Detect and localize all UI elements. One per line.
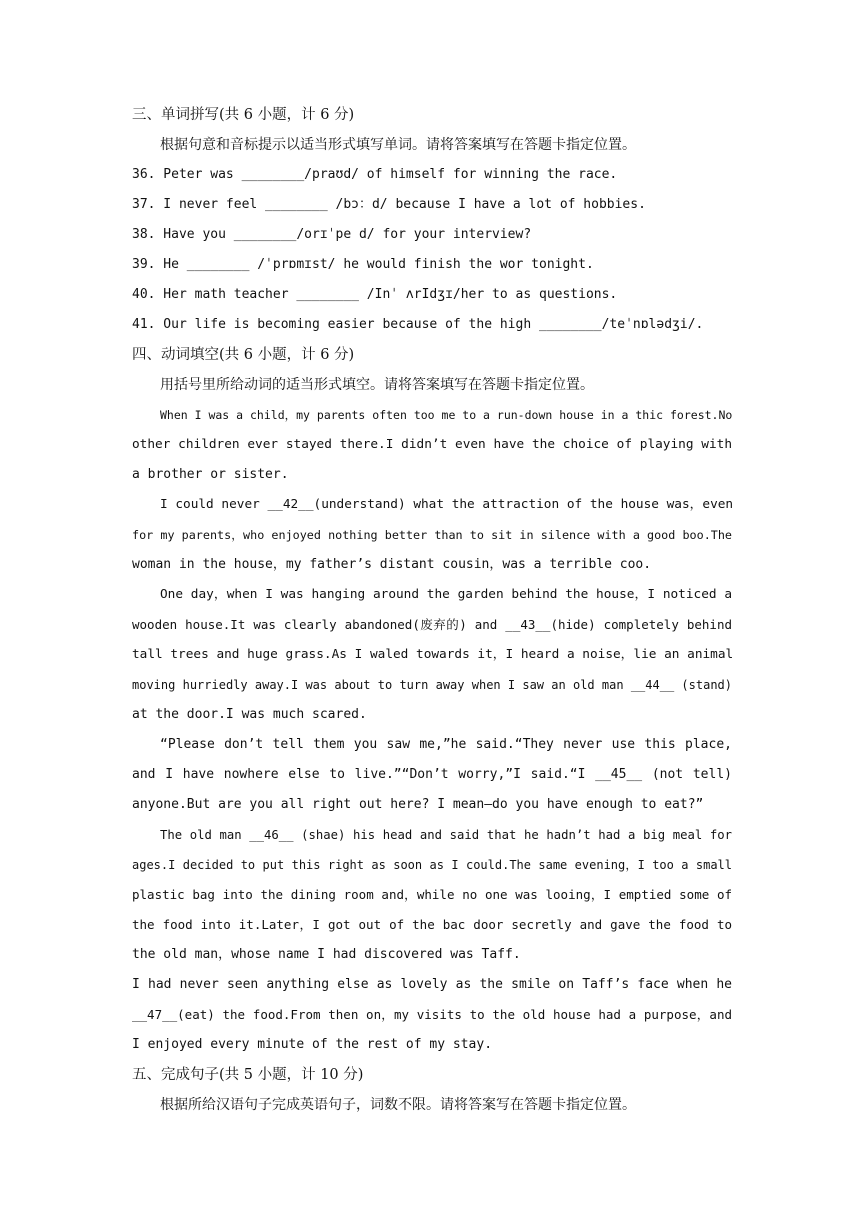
question-37: 37. I never feel ________ /bɔ：d/ because I have a lot of hobbies. [132,197,646,212]
exam-text [132,100,732,1120]
question-41: 41. Our life is becoming easier because of the high ________/teˈnɒlədʒi/. [132,317,704,332]
passage-line: moving hurriedly away.I was about to turn away when I saw an old man __44__ (stand) [132,678,732,692]
section4-instruction: 用括号里所给动词的适当形式填空。请将答案填写在答题卡指定位置。 [160,377,594,393]
passage-line: ages.I decided to put this right as soon as I could.The same evening，I too a small [132,858,732,872]
passage-line: at the door.I was much scared. [132,707,367,722]
section3-title: 三、单词拼写(共 6 小题，计 6 分) [132,107,355,123]
passage-line: “Please don’t tell them you saw me,”he said.“They never use this place, [160,737,732,752]
passage-line: I could never __42__(understand) what the attraction of the house was，even [160,497,734,512]
passage-line: for my parents，who enjoyed nothing better than to sit in silence with a good boo.The [132,528,732,542]
section5-instruction: 根据所给汉语句子完成英语句子，词数不限。请将答案写在答题卡指定位置。 [160,1097,636,1113]
passage-line: I enjoyed every minute of the rest of my stay. [132,1037,493,1052]
passage-line: anyone.But are you all right out here? I mean—do you have enough to eat?” [132,797,704,812]
passage-line: One day，when I was hanging around the garden behind the house，I noticed a [160,587,732,602]
passage-line: a brother or sister. [132,467,289,482]
question-39: 39. He ________ /ˈprɒmɪst/ he would finish the wor tonight. [132,257,594,272]
passage-line: the food into it.Later，I got out of the bac door secretly and gave the food to [132,917,732,932]
question-36: 36. Peter was ________/praʊd/ of himself for winning the race. [132,167,618,182]
section5-title: 五、完成句子(共 5 小题，计 10 分) [132,1067,364,1083]
passage-line: the old man，whose name I had discovered was Taff. [132,947,521,962]
section4-title: 四、动词填空(共 6 小题，计 6 分) [132,347,355,363]
passage-line: When I was a child，my parents often too me to a run-down house in a thic forest.No [160,408,733,422]
passage-line: plastic bag into the dining room and，while no one was looing，I emptied some of [132,887,732,902]
passage-line: and I have nowhere else to live.”“Don’t worry,”I said.“I __45__ (not tell) [132,767,732,782]
passage-line: The old man __46__ (shae) his head and said that he hadn’t had a big meal for [160,828,732,842]
question-38: 38. Have you ________/orɪˈpe d/ for your interview? [132,227,532,242]
question-40: 40. Her math teacher ________ /Inˈ ʌrIdʒɪ/her to as questions. [132,287,618,302]
passage-line: I had never seen anything else as lovely as the smile on Taff’s face when he [132,977,732,992]
passage-line: other children ever stayed there.I didn’t even have the choice of playing with [132,437,732,452]
passage-line: __47__(eat) the food.From then on，my visits to the old house had a purpose，and [132,1007,732,1022]
passage-line: wooden house.It was clearly abandoned(废弃的) and __43__(hide) completely behind [132,617,732,632]
passage-line: tall trees and huge grass.As I waled towards it，I heard a noise，lie an animal [132,647,734,662]
section3-instruction: 根据句意和音标提示以适当形式填写单词。请将答案填写在答题卡指定位置。 [160,137,636,153]
passage-line: woman in the house，my father’s distant cousin，was a terrible coo. [132,557,652,572]
